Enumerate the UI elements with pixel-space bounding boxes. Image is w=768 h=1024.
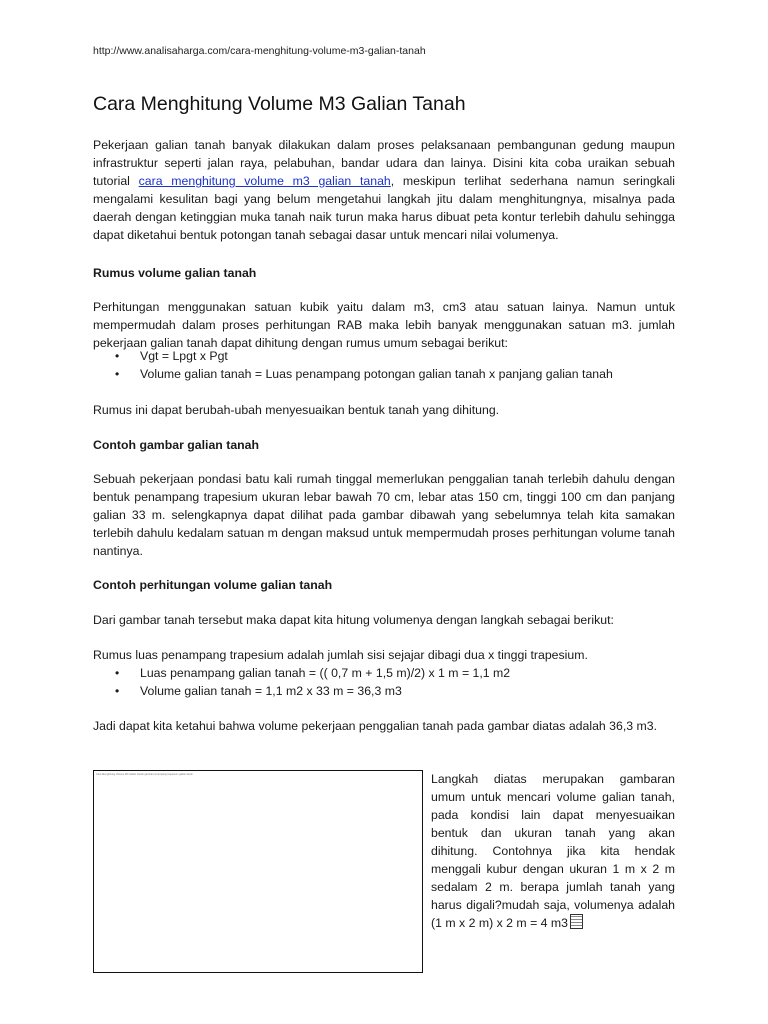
formula-list — [93, 347, 675, 383]
missing-glyph-icon — [570, 914, 583, 929]
figure-placeholder — [93, 770, 423, 973]
section3-paragraph-2: Rumus luas penampang trapesium adalah jumlah sisi sejajar dibagi dua x tinggi trapesium. — [93, 648, 588, 662]
list-item: • Volume galian tanah = 1,1 m2 x 33 m = 36,3 m3 — [93, 682, 675, 700]
page-title: Cara Menghitung Volume M3 Galian Tanah — [93, 93, 466, 115]
side-paragraph — [431, 770, 675, 932]
list-item: • Volume galian tanah = Luas penampang potongan galian tanah x panjang galian tanah — [93, 365, 675, 383]
side-text: Langkah diatas merupakan gambaran umum untuk mencari volume galian tanah, pada kondisi lain dapat menyesuaikan bentuk dan ukuran tanah yang akan dihitung. Contohnya jika kita hendak menggali kubur dengan ukuran 1 m x 2 m sedalam 2 m. berapa jumlah tanah yang harus digali?mudah saja, volumenya adalah (1 m x 2 m) x 2 m = 4 m3 — [431, 772, 675, 930]
section1-note: Rumus ini dapat berubah-ubah menyesuaikan bentuk tanah yang dihitung. — [93, 403, 500, 417]
list-item: • Vgt = Lpgt x Pgt — [93, 347, 675, 365]
list-item: • Luas penampang galian tanah = (( 0,7 m + 1,5 m)/2) x 1 m = 1,1 m2 — [93, 664, 675, 682]
section3-paragraph-1: Dari gambar tanah tersebut maka dapat kita hitung volumenya dengan langkah sebagai berikut: — [93, 613, 614, 627]
section1-paragraph: Perhitungan menggunakan satuan kubik yaitu dalam m3, cm3 atau satuan lainya. Namun untuk mempermudah dalam proses perhitungan RAB maka lebih banyak menggunakan satuan m3. jumlah pekerjaan galian tanah dapat dihitung dengan rumus umum sebagai berikut: — [93, 300, 675, 350]
figure-caption: Cara Menghitung Volume M3 Galian Tanah gambar penampang trapesium galian tanah — [96, 773, 193, 776]
intro-text-after-link: , meskipun terlihat sederhana namun seringkali mengalami kesulitan bagi yang belum mengetahui langkah jitu dalam menghitungnya, misalnya pada daerah dengan ketinggian muka tanah naik turun maka harus dibuat peta kontur terlebih dahulu sehingga dapat diketahui bentuk potongan tanah sebagai dasar untuk mencari nilai volumenya. — [93, 174, 675, 242]
section2-paragraph: Sebuah pekerjaan pondasi batu kali rumah tinggal memerlukan penggalian tanah terlebih dahulu dengan bentuk penampang trapesium ukuran lebar bawah 70 cm, lebar atas 150 cm, tinggi 100 cm dan panjang galian 33 m. selengkapnya dapat dilihat pada gambar dibawah yang sebelumnya telah kita samakan terlebih dahulu kedalam satuan m dengan maksud untuk mempermudah proses perhitungan volume tanah nantinya. — [93, 472, 675, 558]
source-url: http://www.analisaharga.com/cara-menghitung-volume-m3-galian-tanah — [93, 45, 426, 57]
calculation-list — [93, 664, 675, 700]
tutorial-link[interactable]: cara menghitung volume m3 galian tanah — [138, 174, 391, 188]
section2-heading: Contoh gambar galian tanah — [93, 438, 260, 452]
intro-paragraph — [93, 136, 675, 244]
section3-heading: Contoh perhitungan volume galian tanah — [93, 578, 333, 592]
intro-text-before-link: Pekerjaan galian tanah banyak dilakukan dalam proses pelaksanaan pembangunan gedung maupun infrastruktur seperti jalan raya, pelabuhan, bandar udara dan lainya. Disini kita coba uraikan sebuah tutorial — [93, 138, 675, 188]
conclusion-paragraph: Jadi dapat kita ketahui bahwa volume pekerjaan penggalian tanah pada gambar diatas adalah 36,3 m3. — [93, 719, 658, 733]
section1-heading: Rumus volume galian tanah — [93, 266, 257, 280]
